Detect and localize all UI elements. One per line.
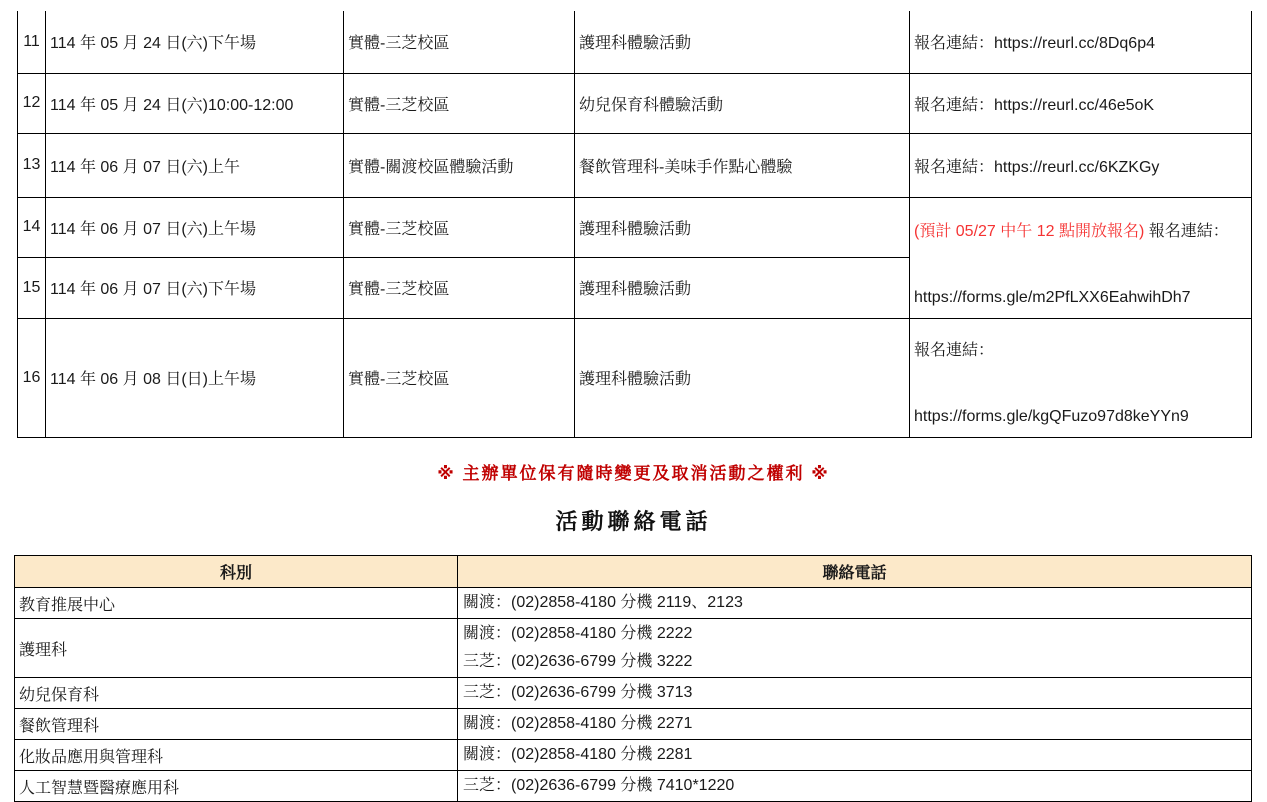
- dept-cell: 幼兒保育科: [15, 678, 458, 709]
- phone-line: 關渡：(02)2858-4180 分機 2222: [463, 625, 693, 642]
- date-cell: 114 年 05 月 24 日(六)10:00-12:00: [46, 73, 344, 133]
- activity-cell: 幼兒保育科體驗活動: [575, 73, 910, 133]
- row-number: 14: [18, 197, 46, 257]
- disclaimer-text: ※ 主辦單位保有隨時變更及取消活動之權利 ※: [437, 464, 830, 483]
- row-number: 11: [18, 11, 46, 73]
- table-row: [18, 133, 1252, 197]
- header-dept: 科別: [15, 556, 458, 588]
- open-time-note: (預計 05/27 中午 12 點開放報名): [914, 222, 1145, 240]
- dept-cell: 人工智慧暨醫療應用科: [15, 771, 458, 802]
- activity-cell: 護理科體驗活動: [575, 197, 910, 257]
- table-row: [18, 11, 1252, 73]
- dept-cell: 教育推展中心: [15, 588, 458, 619]
- registration-url[interactable]: https://forms.gle/m2PfLXX6EahwihDh7: [914, 288, 1191, 306]
- date-cell: 114 年 06 月 08 日(日)上午場: [46, 318, 344, 437]
- phone-cell: [458, 678, 1252, 709]
- phone-line: 關渡：(02)2858-4180 分機 2271: [463, 715, 693, 732]
- row-number: 15: [18, 257, 46, 318]
- row-number: 13: [18, 133, 46, 197]
- table-row: [15, 740, 1252, 771]
- date-cell: 114 年 06 月 07 日(六)下午場: [46, 257, 344, 318]
- link-cell: [910, 318, 1252, 437]
- dept-cell: 護理科: [15, 619, 458, 678]
- link-label: 報名連結：: [914, 96, 995, 114]
- link-label: 報名連結：: [914, 341, 995, 359]
- phone-line: 三芝：(02)2636-6799 分機 7410*1220: [463, 777, 735, 794]
- phone-line: 三芝：(02)2636-6799 分機 3713: [463, 684, 693, 701]
- registration-url[interactable]: https://reurl.cc/8Dq6p4: [994, 35, 1155, 53]
- row-number: 12: [18, 73, 46, 133]
- activity-cell: 護理科體驗活動: [575, 257, 910, 318]
- phone-cell: [458, 740, 1252, 771]
- phone-cell: [458, 771, 1252, 802]
- activity-cell: 護理科體驗活動: [575, 318, 910, 437]
- contact-table: [14, 555, 1252, 802]
- location-cell: 實體-三芝校區: [344, 73, 575, 133]
- link-label: 報名連結：: [914, 35, 995, 53]
- dept-cell: 化妝品應用與管理科: [15, 740, 458, 771]
- registration-url[interactable]: https://forms.gle/kgQFuzo97d8keYYn9: [914, 407, 1189, 425]
- phone-line: 關渡：(02)2858-4180 分機 2281: [463, 746, 693, 763]
- schedule-table: [17, 11, 1252, 438]
- location-cell: 實體-三芝校區: [344, 197, 575, 257]
- phone-line: 關渡：(02)2858-4180 分機 2119、2123: [463, 594, 743, 611]
- table-row: [15, 588, 1252, 619]
- table-row: [18, 318, 1252, 437]
- phone-line: 三芝：(02)2636-6799 分機 3222: [463, 653, 693, 670]
- link-label: 報名連結：: [914, 158, 995, 176]
- link-line: [914, 218, 1247, 241]
- phone-cell: [458, 709, 1252, 740]
- location-cell: 實體-三芝校區: [344, 318, 575, 437]
- contact-section-title: 活動聯絡電話: [555, 509, 712, 534]
- table-row: [15, 619, 1252, 678]
- table-row: [15, 678, 1252, 709]
- phone-cell: [458, 619, 1252, 678]
- activity-cell: 護理科體驗活動: [575, 11, 910, 73]
- registration-url[interactable]: https://reurl.cc/6KZKGy: [994, 158, 1160, 176]
- link-cell-merged: [910, 197, 1252, 318]
- table-row: [18, 73, 1252, 133]
- date-cell: 114 年 06 月 07 日(六)上午: [46, 133, 344, 197]
- table-row: [18, 197, 1252, 257]
- link-cell: [910, 73, 1252, 133]
- registration-url[interactable]: https://reurl.cc/46e5oK: [994, 96, 1155, 114]
- phone-cell: [458, 588, 1252, 619]
- date-cell: 114 年 06 月 07 日(六)上午場: [46, 197, 344, 257]
- dept-cell: 餐飲管理科: [15, 709, 458, 740]
- link-cell: [910, 11, 1252, 73]
- table-header-row: [15, 556, 1252, 588]
- link-label: 報名連結：: [1144, 222, 1229, 240]
- table-row: [15, 709, 1252, 740]
- date-cell: 114 年 05 月 24 日(六)下午場: [46, 11, 344, 73]
- location-cell: 實體-三芝校區: [344, 11, 575, 73]
- header-phone: 聯絡電話: [458, 556, 1252, 588]
- location-cell: 實體-關渡校區體驗活動: [344, 133, 575, 197]
- activity-cell: 餐飲管理科-美味手作點心體驗: [575, 133, 910, 197]
- location-cell: 實體-三芝校區: [344, 257, 575, 318]
- link-cell: [910, 133, 1252, 197]
- row-number: 16: [18, 318, 46, 437]
- table-row: [15, 771, 1252, 802]
